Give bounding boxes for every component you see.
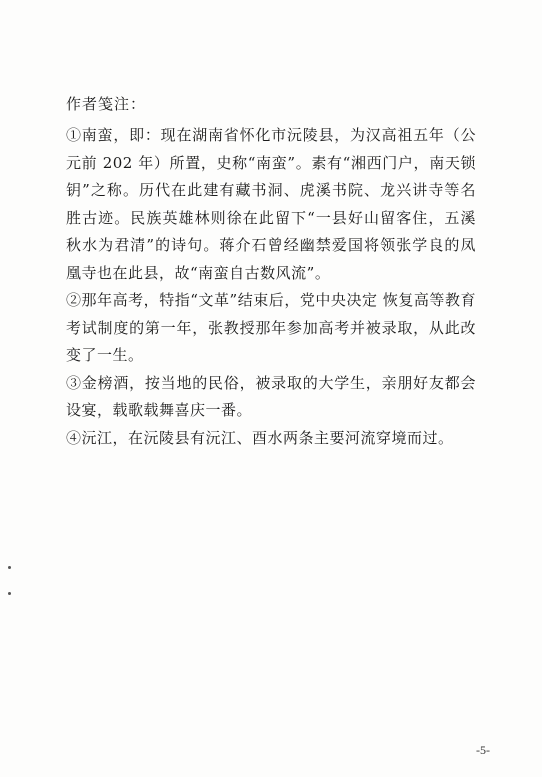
notes-heading: 作者笺注： [66, 95, 147, 113]
scan-speck [8, 566, 11, 569]
notes-body [66, 122, 476, 452]
note-1: ①南蛮，即：现在湖南省怀化市沅陵县，为汉高祖五年（公元前 202 年）所置，史称“南蛮”。素有“湘西门户，南天锁钥”之称。历代在此建有藏书洞、虎溪书院、龙兴讲寺等名胜古迹。民族英雄林则徐在此留下“一县好山留客住，五溪秋水为君清”的诗句。蒋介石曾经幽禁爱国将领张学良的凤凰寺也在此县，故“南蛮自古数风流”。 [66, 126, 476, 282]
note-3: ③金榜酒，按当地的民俗，被录取的大学生，亲朋好友都会设宴，载歌载舞喜庆一番。 [66, 373, 476, 419]
note-2: ②那年高考，特指“文革”结束后，党中央决定 恢复高等教育考试制度的第一年，张教授那年参加高考并被录取，从此改变了一生。 [66, 291, 476, 364]
note-4: ④沅江，在沅陵县有沅江、酉水两条主要河流穿境而过。 [66, 428, 454, 447]
scan-speck [8, 592, 11, 595]
page-number: -5- [476, 743, 490, 757]
